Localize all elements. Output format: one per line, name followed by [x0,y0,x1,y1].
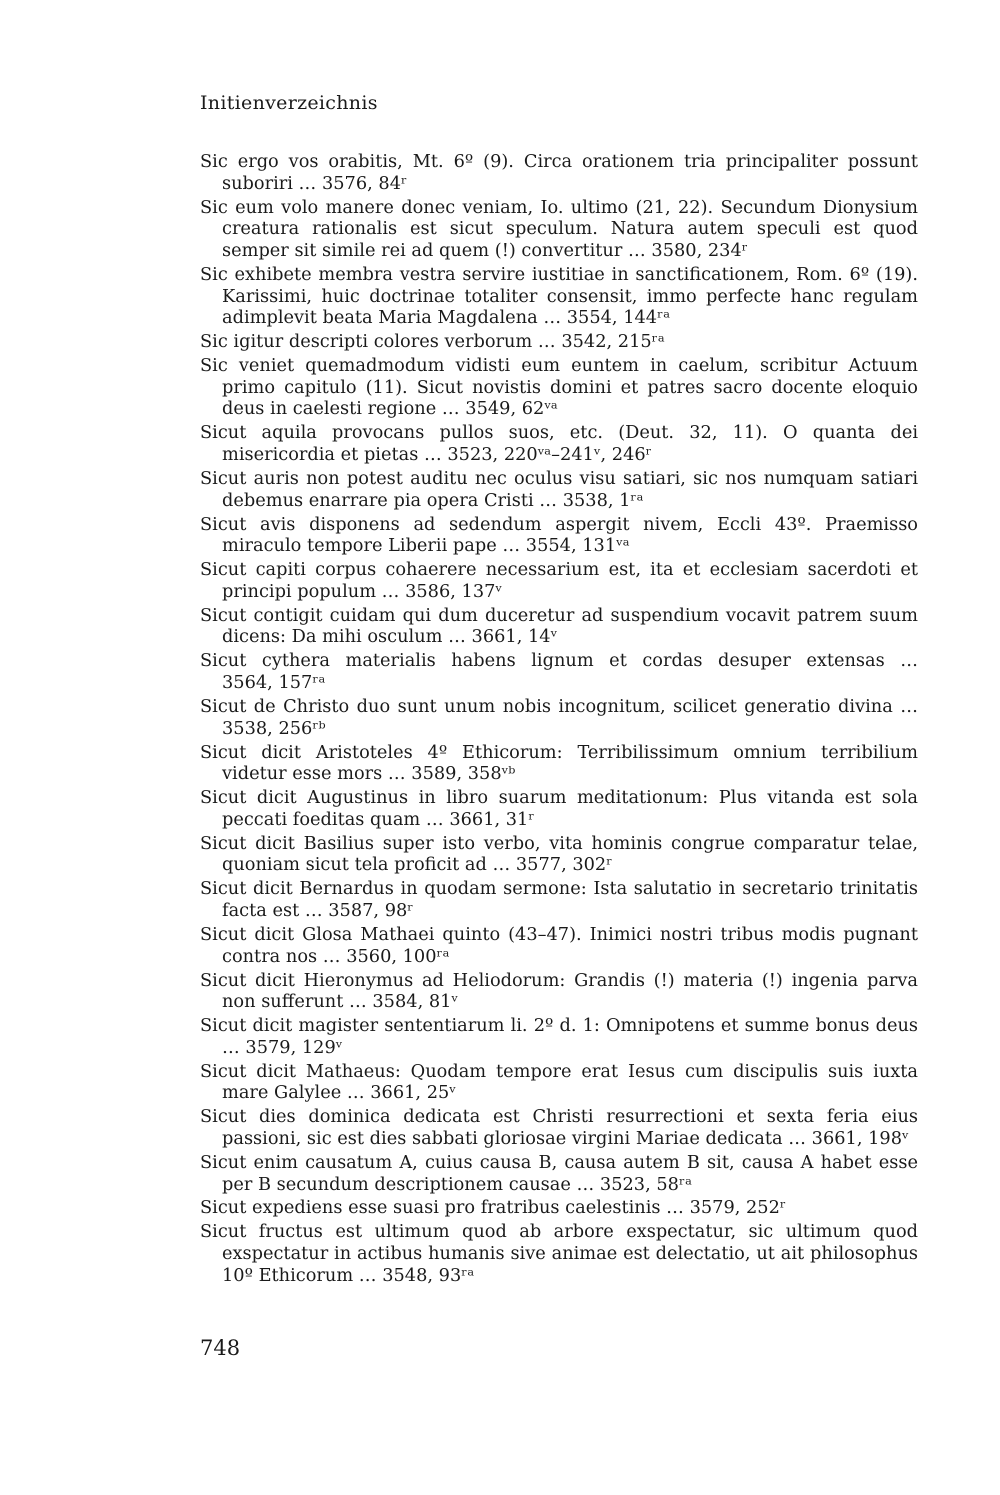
entry-reference: 3538, 1ʳᵃ [562,490,644,511]
entry-reference: 3554, 131ᵛᵃ [525,536,630,557]
index-entry [200,788,918,831]
entry-reference: 3579, 129ᵛ [245,1037,343,1058]
entry-text: Sic veniet quemadmodum vidisti eum euntem in caelum, scribitur Actuum primo capitulo (11). Sicut novistis domini et patres sacro docente eloquio deus in caelesti regione … [200,356,918,420]
index-entry [200,697,918,740]
entry-text: Sicut dicit Hieronymus ad Heliodorum: Grandis (!) materia (!) ingenia parva non sufferunt … [200,970,918,1013]
index-entries [200,152,918,1290]
entry-text: Sicut dicit Mathaeus: Quodam tempore erat Iesus cum discipulis suis iuxta mare Galylee … [200,1061,918,1104]
index-entry [200,198,918,263]
entry-text: Sicut auris non potest auditu nec oculus visu satiari, sic nos numquam satiari debemus enarrare pia opera Cristi … [200,468,918,511]
entry-text: Sicut contigit cuidam qui dum duceretur ad suspendium vocavit patrem suum dicens: Da mihi osculum … [200,605,918,648]
index-entry [200,879,918,922]
entry-reference: 3554, 144ʳᵃ [566,308,671,329]
entry-reference: 3542, 215ʳᵃ [561,332,665,353]
entry-text: Sic ergo vos orabitis, Mt. 6º (9). Circa orationem tria principaliter possunt suboriri … [200,152,918,194]
entry-text: Sicut avis disponens ad sedendum aspergit nivem, Eccli 43º. Praemisso miraculo tempore Liberii pape … [200,514,918,557]
index-entry [200,606,918,649]
index-entry [200,265,918,330]
index-entry [200,1198,918,1220]
entry-reference: 3661, 198ᵛ [811,1128,909,1149]
entry-reference: 3661, 14ᵛ [471,627,558,648]
entry-reference: 3576, 84ʳ [321,173,408,194]
entry-text: Sicut fructus est ultimum quod ab arbore exspectatur, sic ultimum quod exspectatur in actibus humanis sive animae est delectatio, ut ait philosophus 10º Ethicorum … [200,1222,918,1286]
entry-text: Sicut de Christo duo sunt unum nobis incognitum, scilicet generatio divina … [200,696,918,717]
entry-text: Sicut capiti corpus cohaerere necessarium est, ita et ecclesiam sacerdoti et principi populum … [200,560,918,602]
index-entry [200,515,918,558]
entry-reference: 3564, 157ʳᵃ [222,673,326,694]
entry-reference: 3548, 93ʳᵃ [382,1265,475,1286]
entry-reference: 3584, 81ᵛ [372,992,459,1013]
entry-reference: 3661, 31ʳ [449,809,535,830]
entry-reference: 3580, 234ʳ [651,241,748,261]
index-entry [200,356,918,421]
entry-reference: 3560, 100ʳᵃ [346,946,450,967]
index-entry [200,469,918,512]
entry-text: Sicut expediens esse suasi pro fratribus caelestinis … [200,1198,684,1219]
entry-text: Sicut dicit Bernardus in quodam sermone: Ista salutatio in secretario trinitatis facta est … [200,879,918,922]
entry-text: Sicut dicit Aristoteles 4º Ethicorum: Terribilissimum omnium terribilium videtur esse mors … [200,742,918,785]
entry-text: Sicut dicit Glosa Mathaei quinto (43–47). Inimici nostri tribus modis pugnant contra nos … [200,924,918,967]
entry-text: Sicut aquila provocans pullos suos, etc. (Deut. 32, 11). O quanta dei misericordia et pietas … [200,423,918,466]
entry-reference: 3586, 137ᵛ [405,581,503,602]
entry-text: Sic igitur descripti colores verborum … [200,332,556,353]
index-entry [200,1062,918,1105]
entry-text: Sicut dies dominica dedicata est Christi resurrectioni et sexta feria eius passioni, sic est dies sabbati gloriosae virgini Mariae dedicata … [200,1107,918,1149]
entry-text: Sicut enim causatum A, cuius causa B, causa autem B sit, causa A habet esse per B secundum descriptionem causae … [200,1152,918,1195]
entry-reference: 3523, 220ᵛᵃ–241ᵛ, 246ʳ [447,445,652,466]
entry-text: Sicut dicit magister sententiarum li. 2º d. 1: Omnipotens et summe bonus deus … [200,1016,918,1058]
entry-reference: 3577, 302ʳ [515,855,613,876]
index-entry [200,152,918,195]
entry-text: Sic eum volo manere donec veniam, Io. ultimo (21, 22). Secundum Dionysium creatura rationalis est sicut speculum. Natura autem speculi est quod semper sit simile rei ad quem (!) convertitur … [200,197,918,261]
index-entry [200,560,918,603]
entry-reference: 3538, 256ʳᵇ [222,718,326,739]
entry-reference: 3523, 58ʳᵃ [599,1174,692,1195]
index-entry [200,651,918,694]
entry-text: Sicut cythera materialis habens lignum et cordas desuper extensas … [200,651,918,672]
index-entry [200,834,918,877]
index-entry [200,423,918,466]
index-entry [200,971,918,1014]
index-entry [200,332,918,354]
entry-text: Sic exhibete membra vestra servire iustitiae in sanctificationem, Rom. 6º (19). Karissimi, huic doctrinae totaliter consensit, immo perfecte hanc regulam adimplevit beata Maria Magdalena … [200,264,918,329]
entry-reference: 3589, 358ᵛᵇ [411,764,516,785]
entry-text: Sicut dicit Basilius super isto verbo, vita hominis congrue comparatur telae, quoniam sicut tela proficit ad … [200,833,918,876]
index-entry [200,925,918,968]
index-entry [200,1016,918,1059]
page-number: 748 [200,1336,241,1360]
entry-reference: 3549, 62ᵛᵃ [465,399,558,420]
running-head: Initienverzeichnis [200,92,378,114]
index-entry [200,743,918,786]
entry-text: Sicut dicit Augustinus in libro suarum meditationum: Plus vitanda est sola peccati foeditas quam … [200,788,918,830]
entry-reference: 3587, 98ʳ [328,901,414,922]
index-entry [200,1107,918,1150]
entry-reference: 3579, 252ʳ [689,1198,787,1219]
index-entry [200,1153,918,1196]
entry-reference: 3661, 25ᵛ [370,1083,456,1104]
index-entry [200,1222,918,1287]
